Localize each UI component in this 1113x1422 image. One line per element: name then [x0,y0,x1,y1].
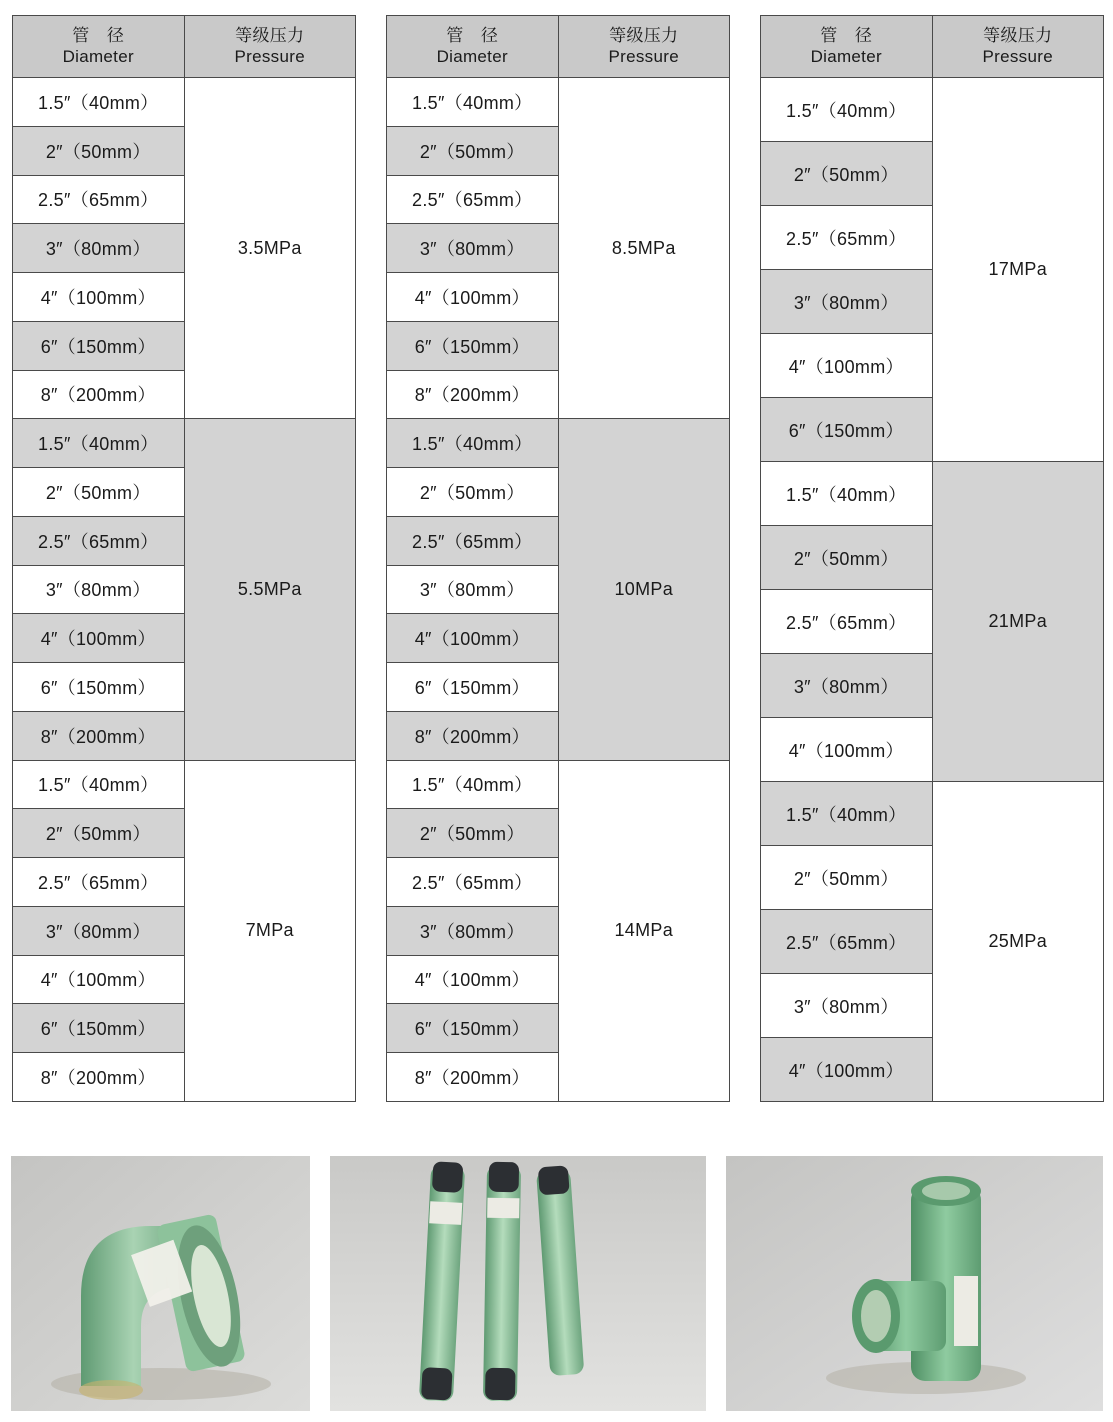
diameter-cell: 1.5″（40mm） [13,78,185,127]
pressure-header-en: Pressure [982,46,1053,66]
diameter-cell: 6″（150mm） [387,663,559,712]
diameter-cell: 2″（50mm） [761,526,933,590]
diameter-cell: 6″（150mm） [387,321,559,370]
table-row [13,78,356,127]
table-row [387,78,730,127]
diameter-cell: 3″（80mm） [761,270,933,334]
diameter-cell: 2″（50mm） [13,126,185,175]
pressure-table-3 [760,15,1104,1102]
pressure-cell: 21MPa [932,462,1104,782]
diameter-cell: 3″（80mm） [387,565,559,614]
diameter-cell: 4″（100mm） [387,614,559,663]
pressure-header-en: Pressure [234,46,305,66]
pressure-header [932,16,1104,78]
diameter-header [13,16,185,78]
diameter-cell: 2.5″（65mm） [13,858,185,907]
pressure-cell: 7MPa [184,760,356,1102]
diameter-cell: 6″（150mm） [13,1004,185,1053]
diameter-cell: 1.5″（40mm） [387,78,559,127]
diameter-cell: 2″（50mm） [13,468,185,517]
pressure-cell: 17MPa [932,78,1104,462]
diameter-cell: 4″（100mm） [13,614,185,663]
diameter-cell: 3″（80mm） [387,224,559,273]
diameter-cell: 4″（100mm） [387,273,559,322]
diameter-cell: 6″（150mm） [387,1004,559,1053]
diameter-cell: 4″（100mm） [761,1038,933,1102]
diameter-cell: 1.5″（40mm） [387,419,559,468]
diameter-cell: 1.5″（40mm） [13,760,185,809]
diameter-header-cn: 管 径 [446,26,499,47]
table-row [387,419,730,468]
pressure-cell: 14MPa [558,760,730,1102]
pressure-header-cn: 等级压力 [609,26,679,47]
diameter-cell: 4″（100mm） [761,334,933,398]
table-row [761,78,1104,142]
table-row [13,760,356,809]
diameter-cell: 3″（80mm） [387,906,559,955]
diameter-cell: 2″（50mm） [387,809,559,858]
pressure-cell: 5.5MPa [184,419,356,760]
diameter-cell: 2.5″（65mm） [13,516,185,565]
diameter-cell: 4″（100mm） [13,273,185,322]
diameter-cell: 8″（200mm） [13,370,185,419]
pressure-cell: 8.5MPa [558,78,730,419]
header-row [761,16,1104,78]
diameter-cell: 1.5″（40mm） [761,782,933,846]
diameter-cell: 2″（50mm） [387,468,559,517]
diameter-cell: 3″（80mm） [13,565,185,614]
diameter-cell: 3″（80mm） [761,974,933,1038]
diameter-cell: 3″（80mm） [761,654,933,718]
diameter-header-en: Diameter [62,46,134,66]
diameter-header-cn: 管 径 [820,26,873,47]
diameter-header-en: Diameter [436,46,508,66]
diameter-cell: 8″（200mm） [13,1053,185,1102]
diameter-header-cn: 管 径 [72,26,125,47]
pipe-tubes-photo [330,1156,706,1411]
table-row [387,760,730,809]
diameter-cell: 2.5″（65mm） [387,858,559,907]
diameter-cell: 6″（150mm） [761,398,933,462]
pressure-cell: 10MPa [558,419,730,760]
diameter-cell: 4″（100mm） [387,955,559,1004]
diameter-header [387,16,559,78]
diameter-cell: 8″（200mm） [387,1053,559,1102]
diameter-cell: 2.5″（65mm） [761,590,933,654]
pressure-table-2 [386,15,730,1102]
diameter-cell: 2″（50mm） [761,142,933,206]
pressure-header [184,16,356,78]
diameter-cell: 8″（200mm） [387,711,559,760]
diameter-cell: 2.5″（65mm） [761,910,933,974]
diameter-cell: 2″（50mm） [387,126,559,175]
header-row [387,16,730,78]
diameter-cell: 2″（50mm） [13,809,185,858]
diameter-cell: 3″（80mm） [13,224,185,273]
pressure-header-en: Pressure [608,46,679,66]
pipe-elbow-photo [11,1156,310,1411]
diameter-cell: 3″（80mm） [13,906,185,955]
pressure-cell: 3.5MPa [184,78,356,419]
diameter-cell: 1.5″（40mm） [761,462,933,526]
diameter-cell: 8″（200mm） [387,370,559,419]
table-row [761,782,1104,846]
diameter-cell: 1.5″（40mm） [13,419,185,468]
diameter-cell: 2.5″（65mm） [387,175,559,224]
diameter-cell: 6″（150mm） [13,321,185,370]
diameter-cell: 4″（100mm） [761,718,933,782]
pressure-header [558,16,730,78]
diameter-cell: 2.5″（65mm） [387,516,559,565]
pressure-header-cn: 等级压力 [235,26,305,47]
diameter-cell: 2.5″（65mm） [761,206,933,270]
diameter-cell: 8″（200mm） [13,711,185,760]
diameter-cell: 1.5″（40mm） [387,760,559,809]
table-row [13,419,356,468]
diameter-cell: 2″（50mm） [761,846,933,910]
diameter-cell: 4″（100mm） [13,955,185,1004]
diameter-cell: 6″（150mm） [13,663,185,712]
diameter-cell: 1.5″（40mm） [761,78,933,142]
diameter-cell: 2.5″（65mm） [13,175,185,224]
pressure-header-cn: 等级压力 [983,26,1053,47]
pressure-table-1 [12,15,356,1102]
diameter-header [761,16,933,78]
diameter-header-en: Diameter [810,46,882,66]
table-row [761,462,1104,526]
header-row [13,16,356,78]
pressure-cell: 25MPa [932,782,1104,1102]
pipe-tee-photo [726,1156,1103,1411]
